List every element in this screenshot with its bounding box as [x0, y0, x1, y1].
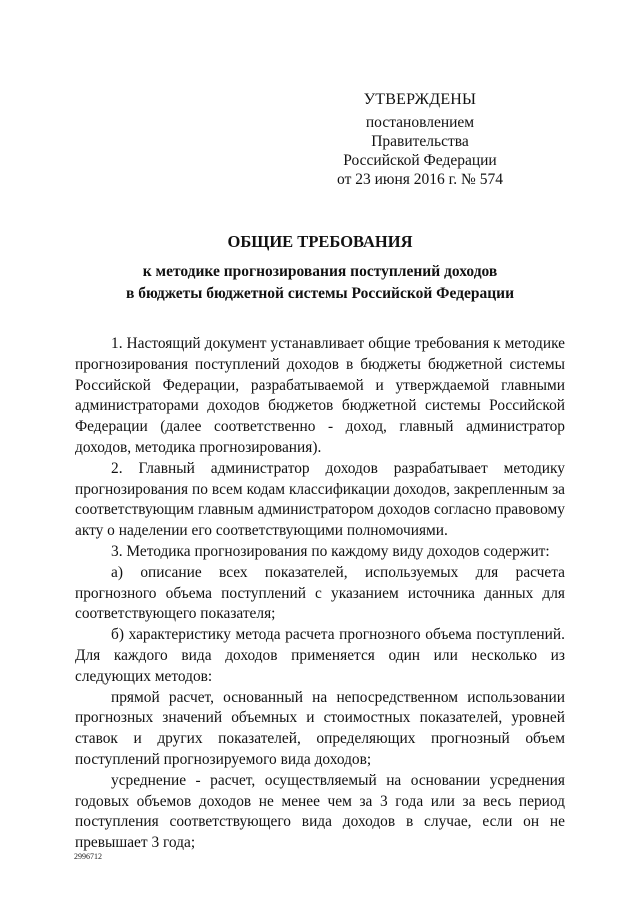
subtitle-line-2: в бюджеты бюджетной системы Российской Федерации — [125, 285, 515, 302]
method-direct-calculation: прямой расчет, основанный на непосредственном использовании прогнозных значений объемных и стоимостных показателей, уровней ставок и других показателей, определяющих прогнозный объем поступлений прогнозируемого вида доходов; — [75, 688, 565, 768]
approval-block — [330, 90, 510, 189]
paragraph-2: 2. Главный администратор доходов разрабатывает методику прогнозирования по всем кодам классификации доходов, закрепленным за соответствующим главным администратором доходов согласно правовому акту о наделении его соответствующими полномочиями. — [75, 459, 565, 540]
paragraph-3: 3. Методика прогнозирования по каждому виду доходов содержит: — [111, 542, 550, 560]
paragraph-3a: а) описание всех показателей, используемых для расчета прогнозного объема поступлений с указанием источника данных для соответствующего показателя; — [75, 563, 565, 623]
method-averaging: усреднение - расчет, осуществляемый на основании усреднения годовых объемов доходов не менее чем за 3 года или за весь период поступления соответствующего вида доходов в случае, если он не превышает 3 года; — [75, 771, 565, 852]
paragraph-1: 1. Настоящий документ устанавливает общие требования к методике прогнозирования поступлений доходов в бюджеты бюджетной системы Российской Федерации, разрабатываемой и утверждаемой главными администраторами доходов бюджетов бюджетной системы Российской Федерации (далее соответственно - доход, главный администратор доходов, методика прогнозирования). — [75, 335, 565, 456]
document-title: ОБЩИЕ ТРЕБОВАНИЯ — [227, 232, 413, 251]
approval-line-3: от 23 июня 2016 г. № 574 — [337, 171, 503, 188]
approval-line-2: Российской Федерации — [343, 152, 497, 169]
paragraph-3b: б) характеристику метода расчета прогнозного объема поступлений. Для каждого вида доходов применяется один или несколько из следующих методов: — [75, 626, 565, 685]
document-body — [75, 334, 565, 854]
document-number: 2996712 — [74, 852, 102, 861]
subtitle-line-1: к методике прогнозирования поступлений доходов — [142, 263, 498, 280]
approval-heading: УТВЕРЖДЕНЫ — [363, 91, 477, 108]
approval-line-1: постановлением Правительства — [365, 114, 475, 150]
document-subtitle — [0, 261, 640, 305]
